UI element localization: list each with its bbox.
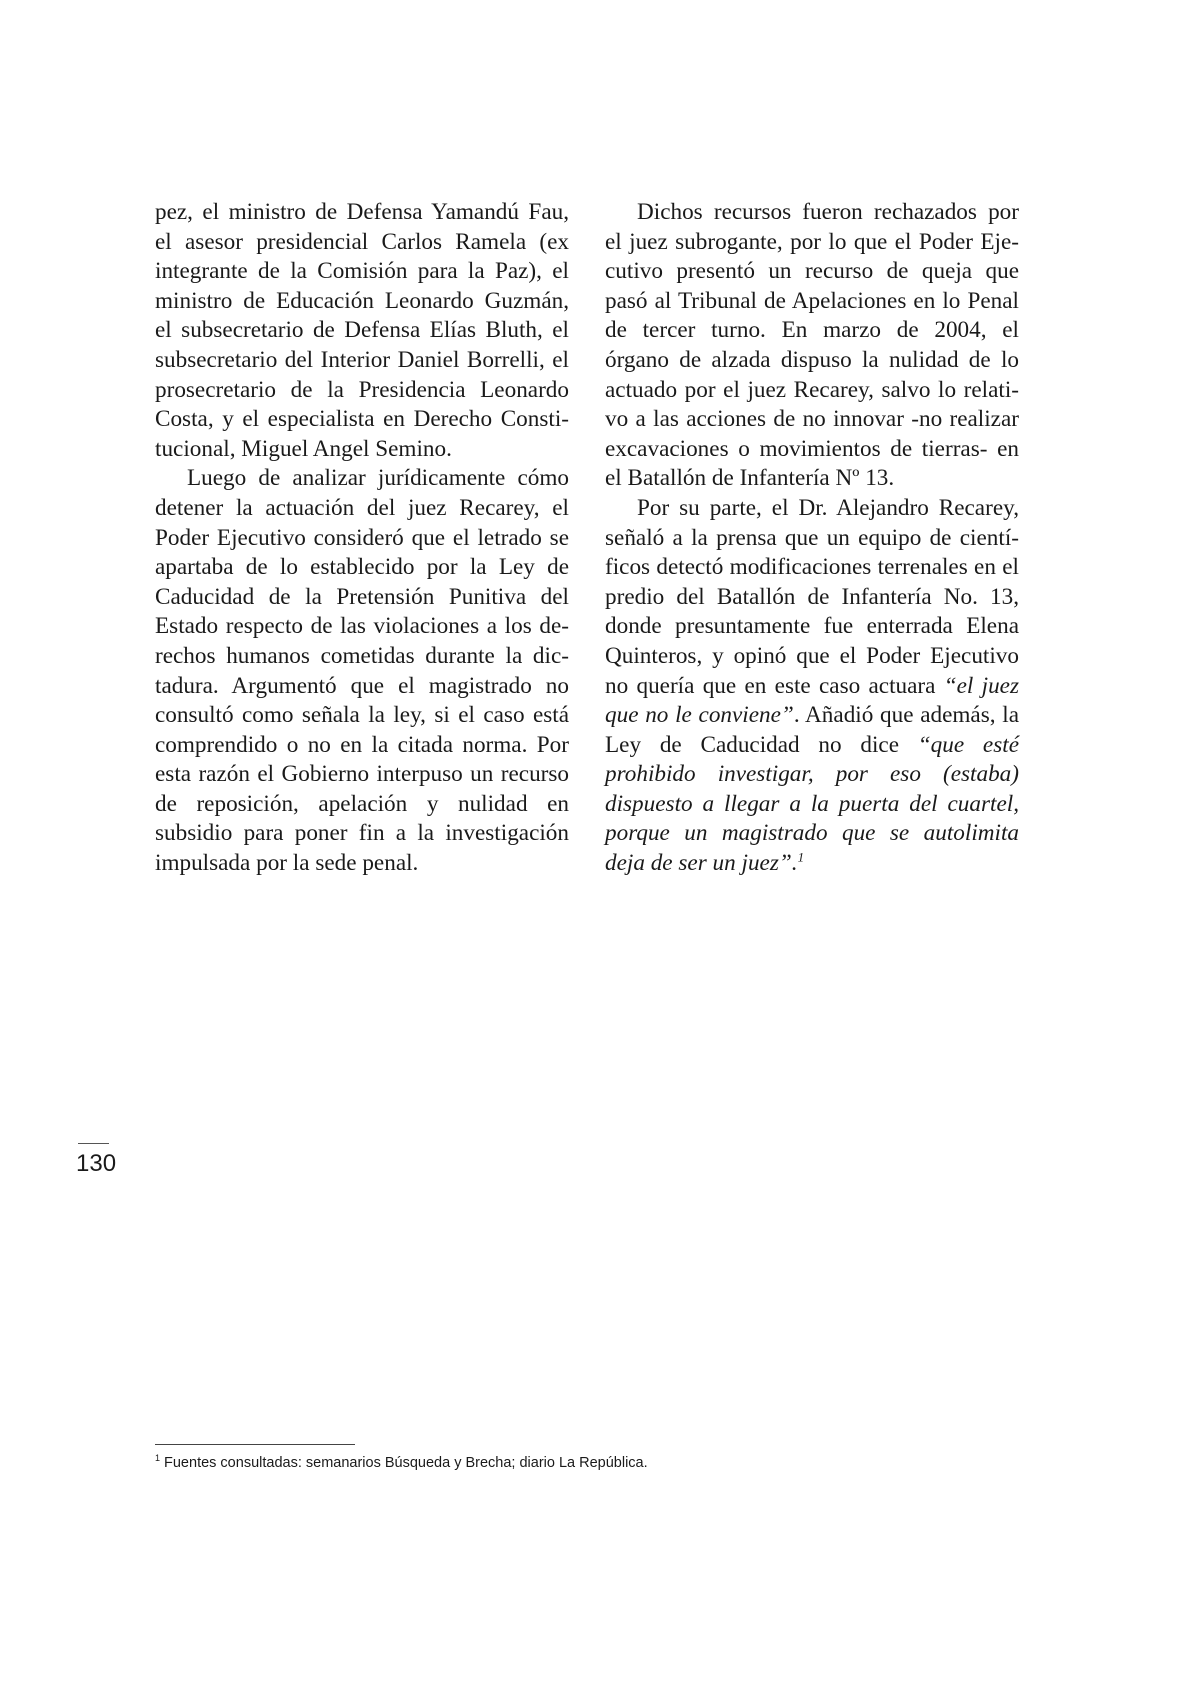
page-number: 130 [76,1150,117,1177]
footnote-marker: 1 [155,1453,161,1463]
footnote-reference[interactable]: 1 [797,849,805,865]
quote-judge: “el juez que no le conviene” [605,672,1019,729]
footnote [155,1453,648,1471]
footnote-separator [155,1444,355,1445]
right-text-column [605,198,1019,879]
quote-investigation: “que esté prohibido investigar, por eso (estaba) dispuesto a llegar a la puerta del cuartel, porque un magistrado que se autolimita deja de ser un juez”. [605,731,1019,877]
page-number-rule [78,1143,109,1144]
paragraph-legal-analysis: Luego de analizar jurídicamente cómo detener la actuación del juez Recarey, el Poder Ejecutivo consideró que el letrado se apartaba de lo establecido por la Ley de Caducidad de la Pretensión Punitiva del Estado respecto de las violaciones a los derechos humanos cometidas durante la dictadura. Argumentó que el magistrado no consultó como señala la ley, si el caso está comprendido o no en la citada norma. Por esta razón el Gobierno interpuso un recurso de reposición, apelación y nulidad en subsidio para poner fin a la investigación impulsada por la sede penal. [155,465,569,877]
paragraph-appeals: Dichos recursos fueron rechazados por el juez subrogante, por lo que el Poder Ejecutivo presentó un recurso de queja que pasó al Tribunal de Apelaciones en lo Penal de tercer turno. En marzo de 2004, el órgano de alzada dispuso la nulidad de lo actuado por el juez Recarey, salvo lo relativo a las acciones de no innovar -no realizar excavaciones o movimientos de tierras- en el Batallón de Infantería Nº 13. [605,199,1019,492]
statement-middle-text: . Añadió que además, la Ley de Caducidad no dice [605,702,1019,758]
paragraph-recarey-statement [605,494,1019,879]
statement-intro-text: Por su parte, el Dr. Alejandro Recarey, señaló a la prensa que un equipo de científicos detectó modificaciones terrenales en el predio del Batallón de Infantería No. 13, donde presuntamente fue enterrada Elena Quinteros, y opinó que el Poder Ejecutivo no quería que en este caso actuara [605,494,1019,699]
footnote-text: Fuentes consultadas: semanarios Búsqueda y Brecha; diario La República. [164,1454,648,1471]
left-text-column [155,198,569,879]
paragraph-continuation: pez, el ministro de Defensa Yamandú Fau, el asesor presidencial Carlos Ramela (ex integrante de la Comisión para la Paz), el ministro de Educación Leonardo Guzmán, el subsecretario de Defensa Elías Bluth, el subsecretario del Interior Daniel Borrelli, el prosecretario de la Presidencia Leonardo Costa, y el especialista en Derecho Constitucional, Miguel Angel Semino. [155,199,569,462]
